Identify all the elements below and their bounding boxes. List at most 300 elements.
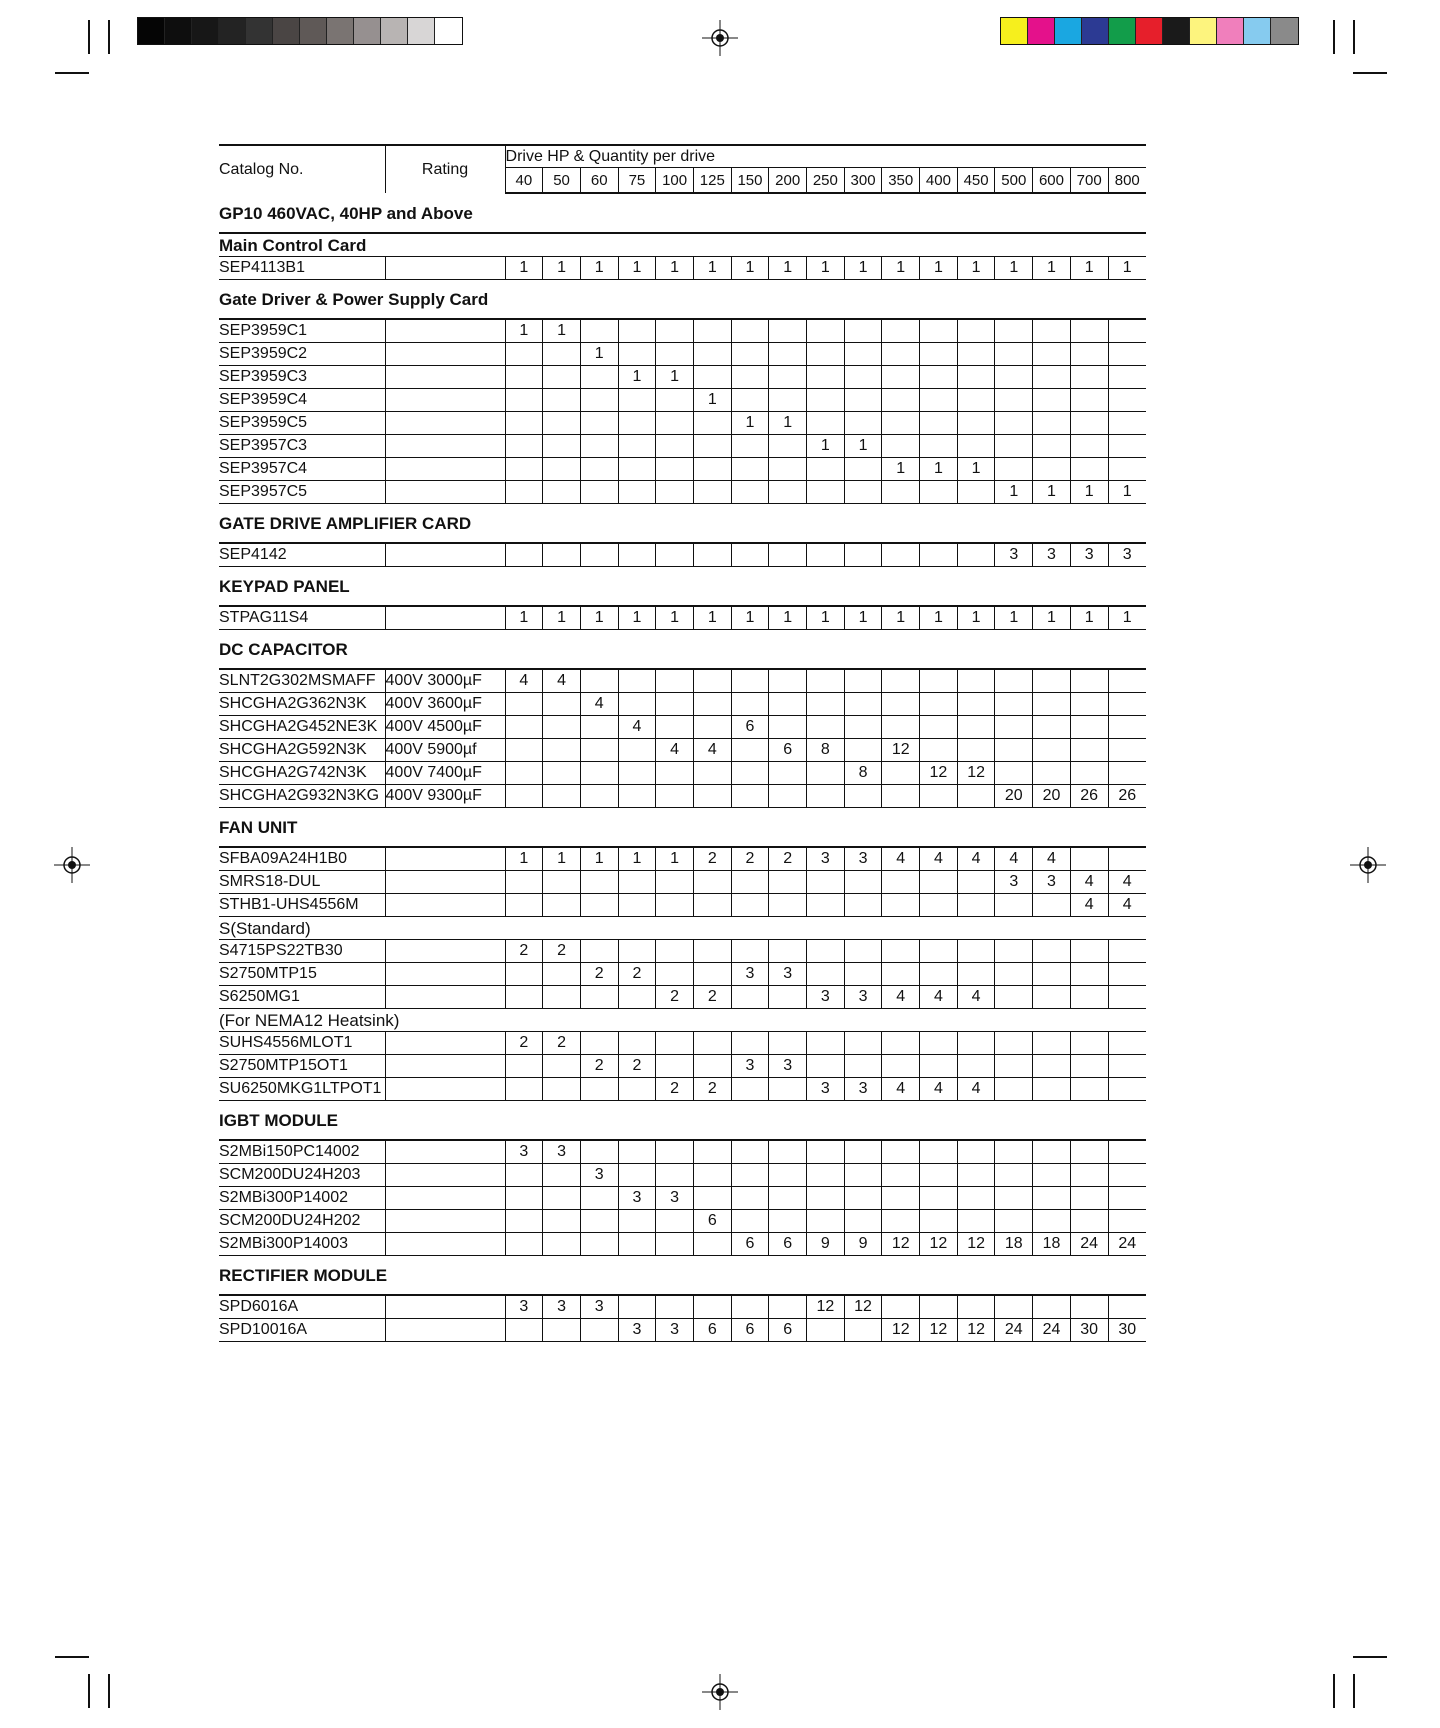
quantity-cell: 1	[807, 606, 845, 630]
quantity-cell	[618, 1210, 656, 1233]
quantity-cell	[618, 669, 656, 693]
quantity-cell	[731, 481, 769, 504]
quantity-cell	[618, 1078, 656, 1101]
gray-swatch	[381, 18, 408, 44]
quantity-cell: 30	[1070, 1319, 1108, 1342]
quantity-cell: 2	[505, 1032, 543, 1055]
catalog-number: SEP3959C1	[219, 319, 385, 343]
quantity-cell	[769, 1164, 807, 1187]
rating	[385, 343, 505, 366]
quantity-cell: 1	[618, 366, 656, 389]
catalog-number: S6250MG1	[219, 986, 385, 1009]
quantity-cell: 4	[580, 693, 618, 716]
quantity-cell	[1070, 1032, 1108, 1055]
quantity-cell	[543, 1055, 581, 1078]
quantity-cell: 1	[1070, 481, 1108, 504]
quantity-cell: 18	[1033, 1233, 1071, 1256]
quantity-cell	[882, 1055, 920, 1078]
quantity-cell	[920, 412, 958, 435]
quantity-cell: 3	[1033, 871, 1071, 894]
quantity-cell	[882, 1164, 920, 1187]
gray-swatch	[219, 18, 246, 44]
quantity-cell	[1108, 762, 1146, 785]
quantity-cell: 2	[693, 986, 731, 1009]
quantity-cell	[1033, 1140, 1071, 1164]
quantity-cell: 1	[1033, 481, 1071, 504]
quantity-cell	[882, 1140, 920, 1164]
quantity-cell	[807, 871, 845, 894]
quantity-cell: 1	[1033, 257, 1071, 280]
rating	[385, 847, 505, 871]
quantity-cell	[844, 481, 882, 504]
quantity-cell	[844, 543, 882, 567]
quantity-cell	[693, 871, 731, 894]
table-row	[219, 1140, 1146, 1164]
hp-column-header: 75	[618, 168, 656, 194]
quantity-cell	[1033, 1055, 1071, 1078]
quantity-cell: 2	[731, 847, 769, 871]
rating: 400V 5900µf	[385, 739, 505, 762]
quantity-cell	[1108, 435, 1146, 458]
crop-mark	[1353, 1656, 1387, 1658]
quantity-cell: 12	[957, 1319, 995, 1342]
quantity-cell	[957, 435, 995, 458]
quantity-cell	[693, 481, 731, 504]
section-heading: Gate Driver & Power Supply Card	[219, 280, 1146, 320]
quantity-cell: 1	[957, 257, 995, 280]
quantity-cell: 12	[882, 739, 920, 762]
quantity-cell: 2	[656, 1078, 694, 1101]
rating	[385, 257, 505, 280]
quantity-cell	[505, 1078, 543, 1101]
table-row	[219, 716, 1146, 739]
quantity-cell	[807, 389, 845, 412]
quantity-cell: 1	[693, 257, 731, 280]
quantity-cell	[844, 343, 882, 366]
quantity-cell	[882, 894, 920, 917]
quantity-cell: 26	[1070, 785, 1108, 808]
quantity-cell	[693, 894, 731, 917]
quantity-cell	[1033, 940, 1071, 963]
quantity-cell	[1108, 1295, 1146, 1319]
quantity-cell	[731, 1140, 769, 1164]
quantity-cell	[1070, 389, 1108, 412]
quantity-cell: 3	[844, 1078, 882, 1101]
hp-column-header: 350	[882, 168, 920, 194]
quantity-cell: 3	[769, 1055, 807, 1078]
catalog-number: SEP3959C3	[219, 366, 385, 389]
quantity-cell	[995, 894, 1033, 917]
quantity-cell	[957, 319, 995, 343]
quantity-cell	[580, 435, 618, 458]
quantity-cell	[920, 940, 958, 963]
quantity-cell	[656, 543, 694, 567]
quantity-cell	[995, 458, 1033, 481]
quantity-cell	[1033, 1295, 1071, 1319]
quantity-cell	[505, 458, 543, 481]
quantity-cell	[618, 1140, 656, 1164]
quantity-cell	[656, 1233, 694, 1256]
subsection-heading: (For NEMA12 Heatsink)	[219, 1009, 1146, 1032]
table-row	[219, 963, 1146, 986]
quantity-cell	[844, 1164, 882, 1187]
quantity-cell: 1	[995, 257, 1033, 280]
quantity-cell	[995, 940, 1033, 963]
rating	[385, 1187, 505, 1210]
quantity-cell	[580, 412, 618, 435]
gray-swatch	[327, 18, 354, 44]
quantity-cell	[920, 543, 958, 567]
table-row	[219, 543, 1146, 567]
quantity-cell	[693, 785, 731, 808]
rating	[385, 1295, 505, 1319]
quantity-cell	[957, 871, 995, 894]
quantity-cell: 4	[1070, 894, 1108, 917]
quantity-cell	[807, 1055, 845, 1078]
quantity-cell	[769, 1078, 807, 1101]
quantity-cell	[844, 389, 882, 412]
quantity-cell: 4	[1070, 871, 1108, 894]
quantity-cell	[957, 739, 995, 762]
gray-swatch	[246, 18, 273, 44]
quantity-cell	[618, 435, 656, 458]
quantity-cell	[693, 343, 731, 366]
table-row	[219, 389, 1146, 412]
quantity-cell	[1070, 435, 1108, 458]
quantity-cell	[618, 481, 656, 504]
quantity-cell: 3	[543, 1295, 581, 1319]
quantity-cell	[920, 1032, 958, 1055]
quantity-cell: 1	[957, 458, 995, 481]
quantity-cell	[957, 940, 995, 963]
quantity-cell	[580, 481, 618, 504]
quantity-cell	[807, 1319, 845, 1342]
quantity-cell	[731, 739, 769, 762]
quantity-cell: 1	[656, 366, 694, 389]
rating	[385, 1319, 505, 1342]
catalog-number: SEP4142	[219, 543, 385, 567]
quantity-cell	[882, 785, 920, 808]
quantity-cell	[769, 762, 807, 785]
quantity-cell	[543, 693, 581, 716]
color-swatch	[1028, 18, 1055, 44]
quantity-cell	[580, 1319, 618, 1342]
quantity-cell	[1070, 412, 1108, 435]
quantity-cell	[882, 871, 920, 894]
quantity-cell: 3	[618, 1319, 656, 1342]
quantity-cell	[543, 1078, 581, 1101]
quantity-cell	[920, 319, 958, 343]
quantity-cell: 4	[920, 847, 958, 871]
quantity-cell: 1	[656, 606, 694, 630]
crop-mark	[108, 20, 110, 54]
quantity-cell: 3	[580, 1295, 618, 1319]
quantity-cell	[693, 366, 731, 389]
quantity-cell: 6	[731, 1233, 769, 1256]
quantity-cell	[505, 1164, 543, 1187]
quantity-cell	[580, 785, 618, 808]
quantity-cell	[656, 1140, 694, 1164]
catalog-number: SUHS4556MLOT1	[219, 1032, 385, 1055]
quantity-cell	[1033, 693, 1071, 716]
quantity-cell	[618, 940, 656, 963]
quantity-cell: 3	[1033, 543, 1071, 567]
quantity-cell	[807, 458, 845, 481]
quantity-cell	[769, 1187, 807, 1210]
crop-mark	[1353, 1674, 1355, 1708]
crop-mark	[1333, 20, 1335, 54]
quantity-cell	[807, 412, 845, 435]
quantity-cell	[882, 669, 920, 693]
gray-swatch	[273, 18, 300, 44]
quantity-cell	[995, 762, 1033, 785]
quantity-cell	[731, 1078, 769, 1101]
quantity-cell	[807, 785, 845, 808]
subsection-heading-row	[219, 233, 1146, 257]
quantity-cell	[505, 894, 543, 917]
section-heading: KEYPAD PANEL	[219, 567, 1146, 607]
quantity-cell: 3	[731, 963, 769, 986]
quantity-cell	[769, 343, 807, 366]
quantity-cell: 1	[580, 257, 618, 280]
hp-column-header: 500	[995, 168, 1033, 194]
quantity-cell	[693, 940, 731, 963]
quantity-cell	[656, 871, 694, 894]
quantity-cell: 1	[543, 847, 581, 871]
quantity-cell	[844, 1032, 882, 1055]
quantity-cell: 3	[580, 1164, 618, 1187]
quantity-cell	[543, 389, 581, 412]
quantity-cell	[693, 1187, 731, 1210]
quantity-cell	[543, 762, 581, 785]
quantity-cell	[693, 716, 731, 739]
quantity-cell	[618, 319, 656, 343]
rating	[385, 389, 505, 412]
quantity-cell	[957, 963, 995, 986]
quantity-cell	[957, 343, 995, 366]
rating	[385, 1164, 505, 1187]
quantity-cell	[543, 716, 581, 739]
quantity-cell	[769, 785, 807, 808]
quantity-cell: 3	[995, 543, 1033, 567]
quantity-cell	[543, 1187, 581, 1210]
quantity-cell	[769, 435, 807, 458]
quantity-cell: 12	[882, 1319, 920, 1342]
quantity-cell	[882, 481, 920, 504]
quantity-cell	[693, 543, 731, 567]
quantity-cell: 4	[920, 986, 958, 1009]
quantity-cell	[656, 435, 694, 458]
quantity-cell	[769, 693, 807, 716]
catalog-number: SEP3957C3	[219, 435, 385, 458]
quantity-cell	[995, 1210, 1033, 1233]
quantity-cell: 1	[656, 847, 694, 871]
table-row	[219, 1187, 1146, 1210]
quantity-cell: 4	[957, 986, 995, 1009]
quantity-cell	[731, 940, 769, 963]
hp-column-header: 125	[693, 168, 731, 194]
quantity-cell	[807, 481, 845, 504]
subsection-heading-row	[219, 1009, 1146, 1032]
quantity-cell	[618, 543, 656, 567]
quantity-cell	[580, 894, 618, 917]
quantity-cell	[1070, 693, 1108, 716]
crop-mark	[1353, 72, 1387, 74]
rating: 400V 3000µF	[385, 669, 505, 693]
quantity-cell	[957, 716, 995, 739]
hp-column-header: 800	[1108, 168, 1146, 194]
hp-column-header: 250	[807, 168, 845, 194]
catalog-number: SEP3959C4	[219, 389, 385, 412]
section-heading: FAN UNIT	[219, 808, 1146, 848]
quantity-cell	[505, 1233, 543, 1256]
crop-mark	[55, 1656, 89, 1658]
quantity-cell	[844, 785, 882, 808]
catalog-number: SEP3957C5	[219, 481, 385, 504]
rating	[385, 894, 505, 917]
rating: 400V 7400µF	[385, 762, 505, 785]
quantity-cell	[920, 1187, 958, 1210]
table-row	[219, 1032, 1146, 1055]
quantity-cell: 24	[1033, 1319, 1071, 1342]
quantity-cell	[731, 366, 769, 389]
quantity-cell	[995, 739, 1033, 762]
quantity-cell	[1108, 458, 1146, 481]
quantity-cell: 3	[731, 1055, 769, 1078]
quantity-cell: 1	[844, 435, 882, 458]
quantity-cell	[505, 963, 543, 986]
rating	[385, 435, 505, 458]
quantity-cell	[693, 319, 731, 343]
quantity-cell	[656, 1055, 694, 1078]
crop-mark	[55, 72, 89, 74]
quantity-cell	[505, 435, 543, 458]
quantity-cell	[656, 762, 694, 785]
quantity-cell	[1108, 716, 1146, 739]
quantity-cell	[920, 343, 958, 366]
quantity-cell	[618, 458, 656, 481]
quantity-cell: 24	[1108, 1233, 1146, 1256]
quantity-cell	[920, 389, 958, 412]
quantity-cell: 9	[807, 1233, 845, 1256]
section-heading-row	[219, 567, 1146, 607]
quantity-cell: 1	[656, 257, 694, 280]
quantity-cell	[543, 986, 581, 1009]
catalog-number: SCM200DU24H203	[219, 1164, 385, 1187]
quantity-cell: 1	[769, 257, 807, 280]
quantity-cell	[1070, 739, 1108, 762]
quantity-cell: 2	[543, 1032, 581, 1055]
quantity-cell	[1033, 1210, 1071, 1233]
table-row	[219, 1233, 1146, 1256]
color-swatch	[1082, 18, 1109, 44]
quantity-cell	[656, 785, 694, 808]
quantity-cell: 2	[769, 847, 807, 871]
quantity-cell	[995, 1295, 1033, 1319]
registration-mark-top	[702, 20, 738, 56]
quantity-cell: 1	[882, 458, 920, 481]
quantity-cell	[543, 963, 581, 986]
quantity-cell	[1108, 693, 1146, 716]
quantity-cell	[731, 762, 769, 785]
quantity-cell	[995, 963, 1033, 986]
quantity-cell	[807, 963, 845, 986]
section-heading-row	[219, 808, 1146, 848]
quantity-cell: 1	[920, 606, 958, 630]
quantity-cell: 1	[505, 257, 543, 280]
quantity-cell	[580, 1032, 618, 1055]
quantity-cell	[882, 693, 920, 716]
quantity-cell: 3	[1070, 543, 1108, 567]
quantity-cell	[656, 1164, 694, 1187]
table-row	[219, 693, 1146, 716]
quantity-cell: 26	[1108, 785, 1146, 808]
quantity-cell	[693, 1032, 731, 1055]
quantity-cell	[543, 1164, 581, 1187]
quantity-cell: 1	[693, 606, 731, 630]
gray-swatch	[138, 18, 165, 44]
crop-mark	[88, 1674, 90, 1708]
quantity-cell	[580, 940, 618, 963]
quantity-cell	[693, 1295, 731, 1319]
quantity-cell	[580, 366, 618, 389]
quantity-cell	[1033, 1078, 1071, 1101]
section-heading-row	[219, 630, 1146, 670]
quantity-cell: 1	[580, 606, 618, 630]
quantity-cell	[693, 963, 731, 986]
quantity-cell: 3	[807, 847, 845, 871]
quantity-cell	[957, 1055, 995, 1078]
quantity-cell	[693, 412, 731, 435]
quantity-cell: 3	[995, 871, 1033, 894]
quantity-cell	[731, 343, 769, 366]
quantity-cell: 9	[844, 1233, 882, 1256]
quantity-cell: 4	[693, 739, 731, 762]
drive-hp-header: Drive HP & Quantity per drive	[505, 145, 1146, 168]
quantity-cell	[807, 366, 845, 389]
quantity-cell	[543, 785, 581, 808]
quantity-cell	[807, 894, 845, 917]
quantity-cell	[505, 412, 543, 435]
subsection-heading: Main Control Card	[219, 233, 1146, 257]
quantity-cell	[957, 1187, 995, 1210]
quantity-cell	[693, 435, 731, 458]
quantity-cell	[882, 1210, 920, 1233]
quantity-cell	[1070, 319, 1108, 343]
quantity-cell: 6	[769, 1233, 807, 1256]
catalog-number: SPD10016A	[219, 1319, 385, 1342]
quantity-cell: 1	[505, 606, 543, 630]
quantity-cell	[1070, 1078, 1108, 1101]
quantity-cell	[995, 1140, 1033, 1164]
quantity-cell: 4	[656, 739, 694, 762]
quantity-cell	[580, 1140, 618, 1164]
quantity-cell: 2	[693, 847, 731, 871]
quantity-cell	[957, 412, 995, 435]
quantity-cell: 2	[656, 986, 694, 1009]
table-row	[219, 366, 1146, 389]
quantity-cell	[693, 1140, 731, 1164]
quantity-cell	[995, 435, 1033, 458]
quantity-cell	[1108, 963, 1146, 986]
spare-parts-table	[219, 144, 1146, 1342]
quantity-cell: 6	[731, 1319, 769, 1342]
quantity-cell	[769, 669, 807, 693]
quantity-cell	[505, 481, 543, 504]
quantity-cell: 4	[1108, 894, 1146, 917]
catalog-number: STHB1-UHS4556M	[219, 894, 385, 917]
catalog-number: S4715PS22TB30	[219, 940, 385, 963]
